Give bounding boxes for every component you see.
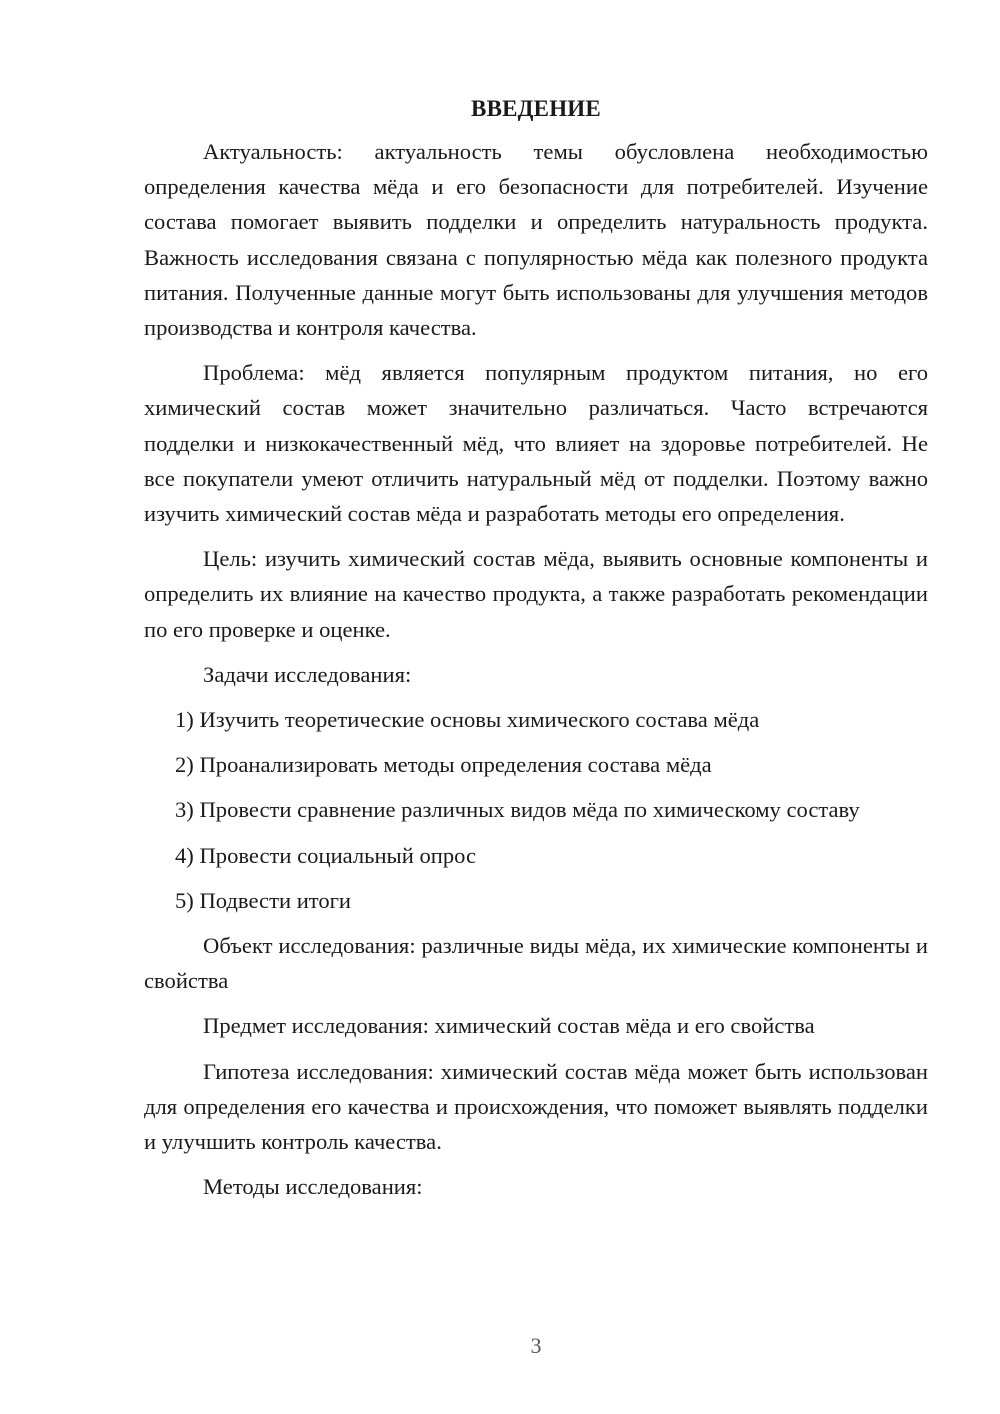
- methods-title: Методы исследования:: [203, 1174, 423, 1200]
- relevance-paragraph: Актуальность: актуальность темы обусловлена необходимостью определения качества мёда и его безопасности для потребителей. Изучение состава помогает выявить подделки и определить натуральность продукта. Важность исследования связана с популярностью мёда как полезного продукта питания. Полученные данные могут быть использованы для улучшения методов производства и контроля качества.: [144, 139, 928, 341]
- goal-paragraph: Цель: изучить химический состав мёда, выявить основные компоненты и определить их влияние на качество продукта, а также разработать рекомендации по его проверке и оценке.: [144, 546, 928, 642]
- list-item: 1) Изучить теоретические основы химического состава мёда: [175, 707, 760, 733]
- hypothesis-paragraph: Гипотеза исследования: химический состав мёда может быть использован для определения его качества и происхождения, что поможет выявлять подделки и улучшить контроль качества.: [144, 1058, 928, 1155]
- list-item: 4) Провести социальный опрос: [175, 842, 477, 868]
- subject-paragraph: Предмет исследования: химический состав мёда и его свойства: [203, 1013, 815, 1039]
- object-paragraph: Объект исследования: различные виды мёда, их химические компоненты и свойства: [144, 933, 928, 994]
- list-item: 3) Провести сравнение различных видов мёда по химическому составу: [175, 797, 860, 823]
- list-item: 2) Проанализировать методы определения состава мёда: [175, 752, 712, 778]
- page-number: 3: [530, 1333, 542, 1358]
- tasks-title: Задачи исследования:: [203, 661, 412, 687]
- list-item: 5) Подвести итоги: [175, 887, 352, 913]
- page-content: [144, 92, 928, 1214]
- problem-paragraph: Проблема: мёд является популярным продуктом питания, но его химический состав может значительно различаться. Часто встречаются подделки и низкокачественный мёд, что влияет на здоровье потребителей. Не все покупатели умеют отличить натуральный мёд от подделки. Поэтому важно изучить химический состав мёда и разработать методы его определения.: [144, 360, 928, 527]
- tasks-list: [144, 702, 928, 918]
- section-heading: ВВЕДЕНИЕ: [471, 96, 601, 121]
